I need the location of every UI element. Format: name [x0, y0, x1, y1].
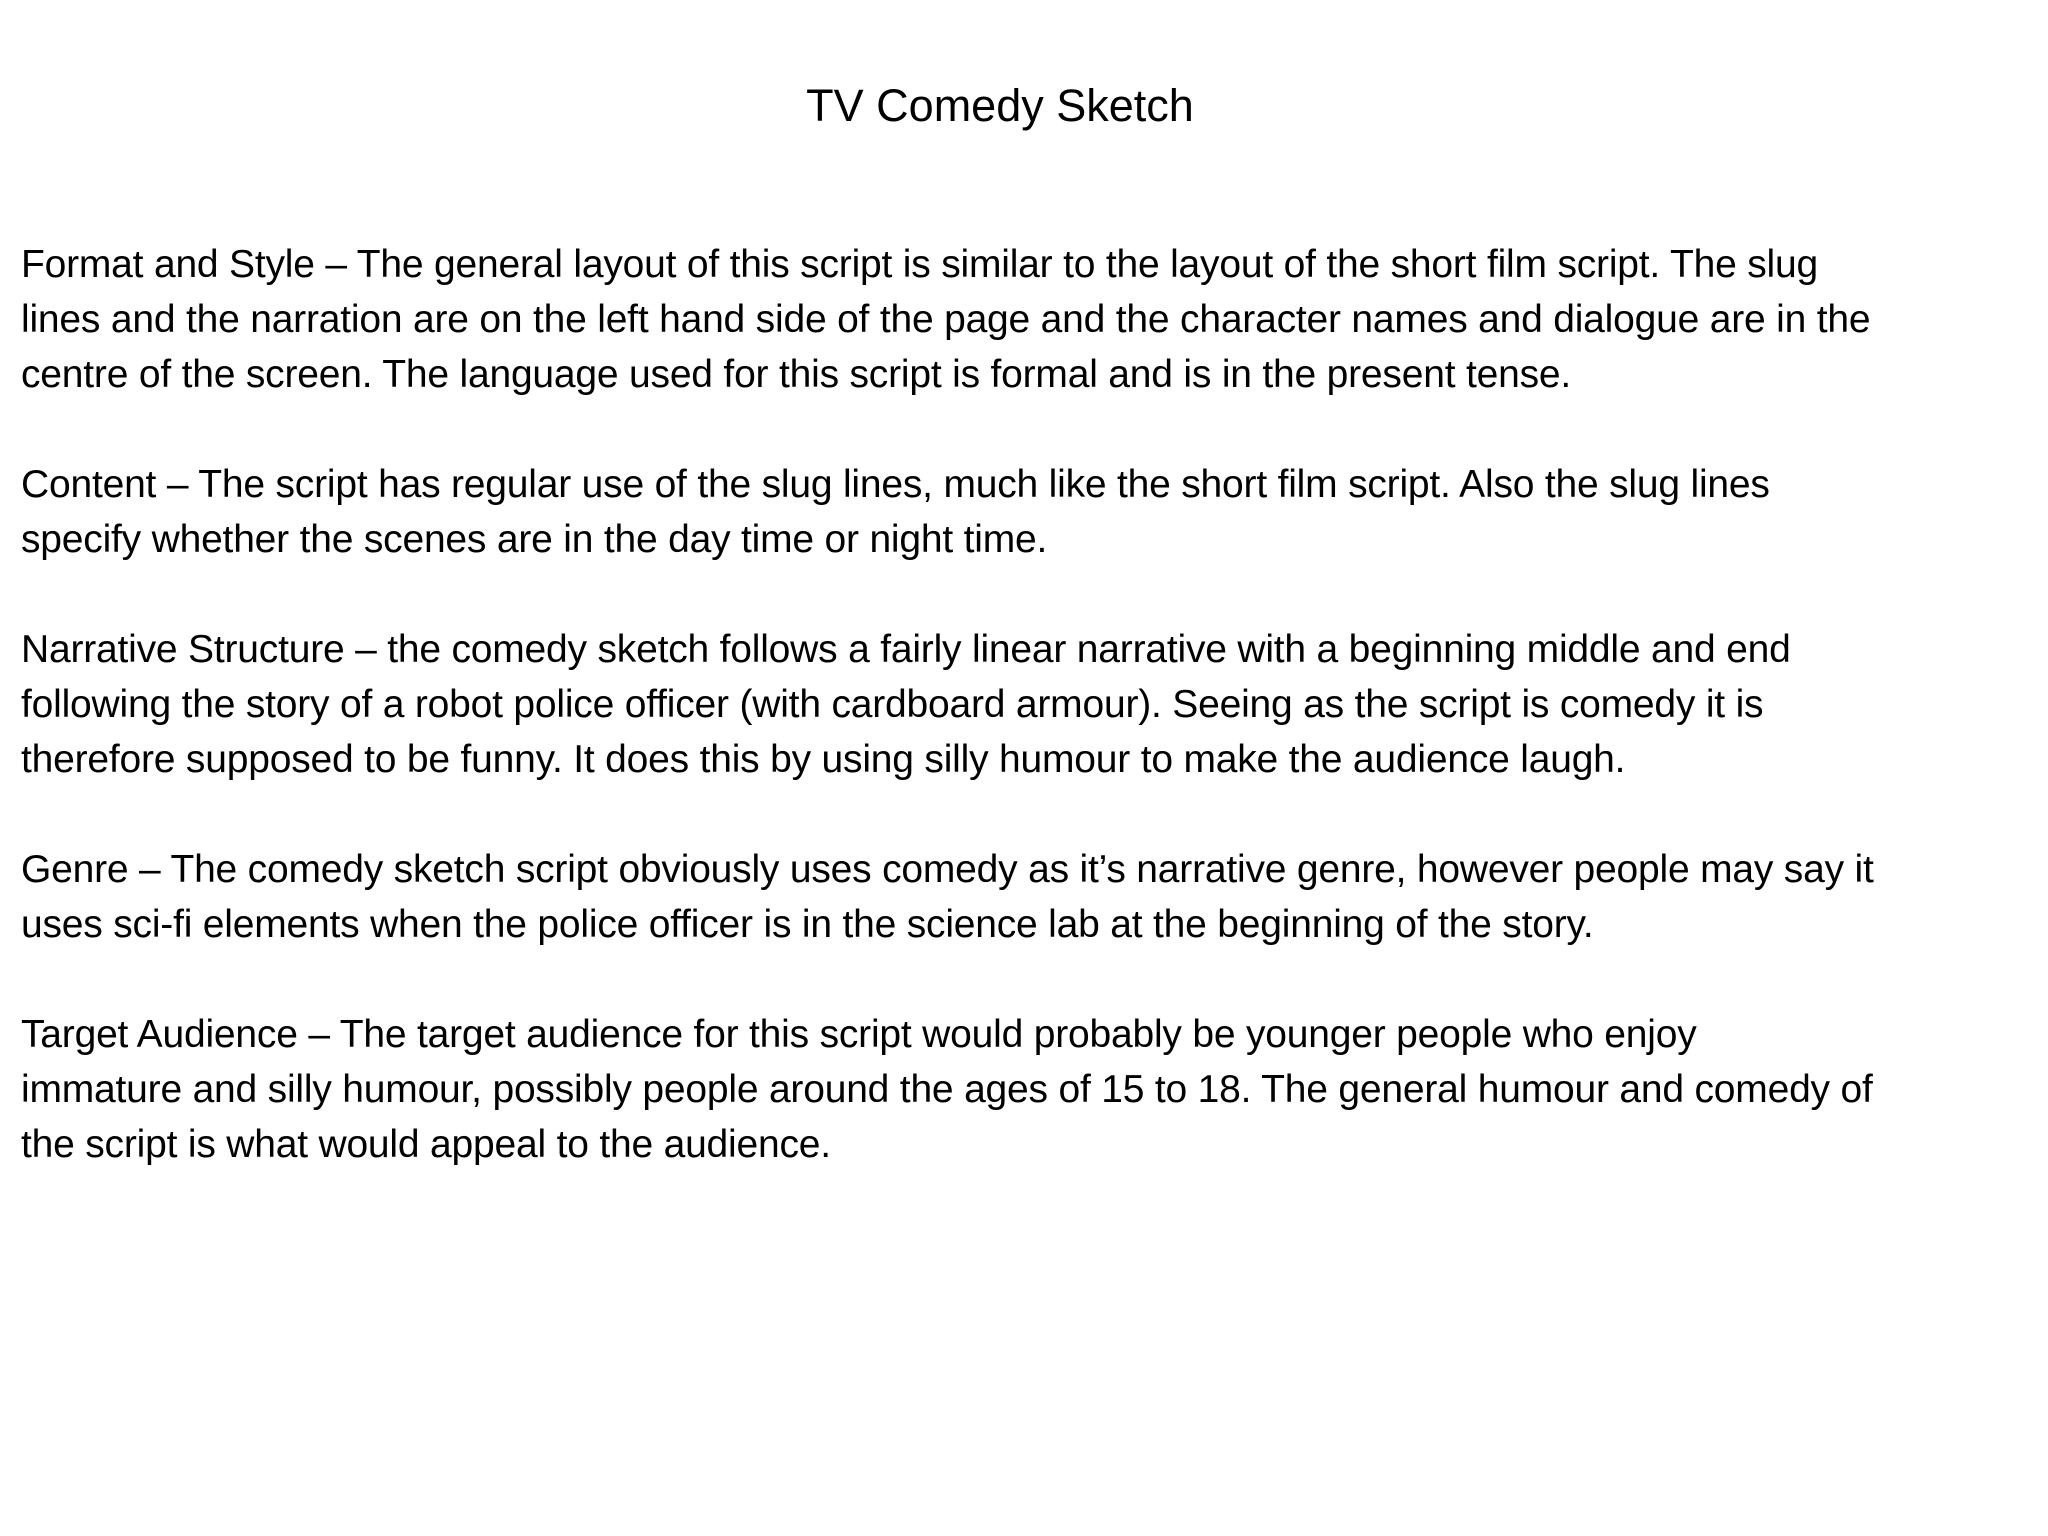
text-line: Target Audience – The target audience for this script would probably be younger people who enjoy [21, 1013, 1697, 1056]
paragraph-content [21, 457, 2041, 567]
text-line: centre of the screen. The language used for this script is formal and is in the present tense. [21, 353, 1572, 396]
text-line: uses sci-fi elements when the police officer is in the science lab at the beginning of the story. [21, 903, 1594, 946]
text-line: lines and the narration are on the left hand side of the page and the character names and dialogue are in the [21, 298, 1871, 341]
text-line: Narrative Structure – the comedy sketch follows a fairly linear narrative with a beginning middle and end [21, 628, 1791, 671]
slide-title: TV Comedy Sketch [806, 80, 1194, 131]
text-line: immature and silly humour, possibly people around the ages of 15 to 18. The general humour and comedy of [21, 1068, 1873, 1111]
paragraph-narrative-structure [21, 622, 2041, 787]
text-line: specify whether the scenes are in the day time or night time. [21, 518, 1048, 561]
paragraph-genre [21, 842, 2041, 952]
paragraph-format-and-style [21, 237, 2041, 402]
text-line: Genre – The comedy sketch script obviously uses comedy as it’s narrative genre, however people may say it [21, 848, 1874, 891]
text-line: following the story of a robot police officer (with cardboard armour). Seeing as the script is comedy it is [21, 683, 1764, 726]
paragraph-target-audience [21, 1007, 2041, 1172]
text-line: Content – The script has regular use of the slug lines, much like the short film script. Also the slug lines [21, 463, 1770, 506]
slide-body [21, 237, 2041, 1227]
text-line: therefore supposed to be funny. It does this by using silly humour to make the audience laugh. [21, 738, 1626, 781]
text-line: the script is what would appeal to the audience. [21, 1123, 831, 1166]
text-line: Format and Style – The general layout of this script is similar to the layout of the short film script. The slug [21, 243, 1818, 286]
